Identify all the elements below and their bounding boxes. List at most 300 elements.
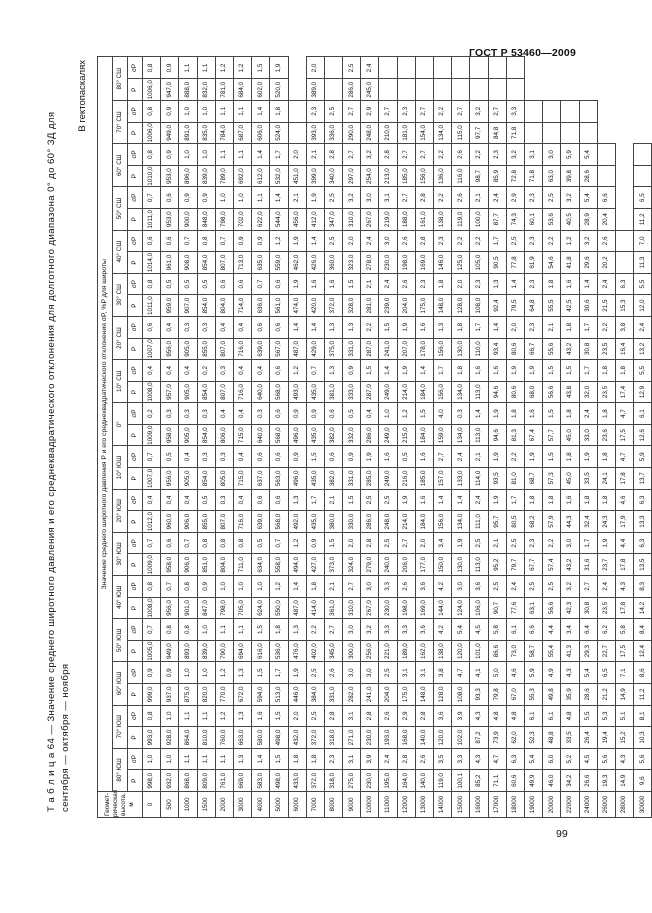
value-cell: 71,8 (524, 165, 542, 187)
value-cell: 806,0 (215, 424, 233, 446)
value-cell: 3,2 (470, 101, 488, 123)
value-cell: 1,8 (452, 360, 470, 382)
value-cell: 0,6 (270, 403, 288, 425)
value-cell: 20,4 (597, 208, 615, 230)
value-cell: 639,0 (252, 511, 270, 533)
value-cell: 0,9 (233, 230, 251, 252)
value-cell: 0,3 (197, 446, 215, 468)
value-cell: 810,0 (197, 727, 215, 749)
value-cell: 0,9 (143, 662, 161, 684)
value-cell: 318,0 (324, 770, 342, 792)
value-cell: 0,9 (197, 576, 215, 598)
value-cell: 157,0 (434, 468, 452, 490)
height-cell: 16000 (470, 792, 488, 818)
value-cell: 184,0 (415, 511, 433, 533)
value-cell: 5,5 (579, 705, 597, 727)
value-cell: 30,6 (579, 295, 597, 317)
value-cell: 41,8 (561, 252, 579, 274)
value-cell: 0,5 (197, 489, 215, 511)
value-cell: 28,9 (579, 208, 597, 230)
value-cell: 0,6 (233, 273, 251, 295)
value-cell: 108,0 (452, 684, 470, 706)
value-cell: 901,0 (179, 597, 197, 619)
latitude-header: 30° СШ (113, 273, 128, 316)
value-cell: 906,0 (179, 511, 197, 533)
value-cell: 1,8 (452, 316, 470, 338)
value-cell: 0,8 (143, 57, 161, 79)
value-cell: 1,0 (197, 144, 215, 166)
value-cell: 5,6 (634, 748, 652, 770)
value-cell: 0,8 (179, 576, 197, 598)
value-cell: 3,3 (506, 101, 524, 123)
value-cell: 1,8 (597, 360, 615, 382)
value-cell: 1,4 (270, 187, 288, 209)
height-cell: 9000 (343, 792, 361, 818)
value-cell: 2,3 (470, 273, 488, 295)
value-cell: 2,4 (506, 576, 524, 598)
value-cell: 6,3 (634, 532, 652, 554)
value-cell: 900,0 (179, 208, 197, 230)
value-cell: 71,1 (488, 770, 506, 792)
value-cell: 215,0 (397, 424, 415, 446)
value-cell: 953,0 (161, 165, 179, 187)
value-cell: 474,0 (288, 295, 306, 317)
value-cell: 839,0 (197, 165, 215, 187)
value-cell: 1,6 (415, 489, 433, 511)
value-cell: 148,0 (415, 684, 433, 706)
value-cell (288, 101, 306, 123)
table-row (379, 57, 397, 818)
value-cell: 248,0 (361, 122, 379, 144)
value-cell: 181,0 (397, 122, 415, 144)
value-cell: 1,0 (197, 619, 215, 641)
value-cell: 961,0 (161, 252, 179, 274)
pressure-subheader: P (128, 122, 143, 144)
value-cell: 0,8 (143, 144, 161, 166)
value-cell: 230,0 (361, 727, 379, 749)
value-cell: 389,0 (306, 79, 324, 101)
value-cell: 0,2 (197, 360, 215, 382)
value-cell: 3,1 (343, 705, 361, 727)
value-cell: 156,0 (434, 381, 452, 403)
value-cell: 130,0 (452, 554, 470, 576)
value-cell: 5,0 (488, 662, 506, 684)
value-cell: 487,0 (288, 338, 306, 360)
table-row (470, 57, 488, 818)
value-cell: 583,0 (252, 770, 270, 792)
latitude-header: 80° ЮШ (113, 748, 128, 791)
value-cell: 1,1 (215, 748, 233, 770)
value-cell: 2,2 (452, 230, 470, 252)
value-cell: 10,3 (634, 727, 652, 749)
value-cell (397, 57, 415, 79)
value-cell: 2,1 (324, 576, 342, 598)
value-cell (597, 165, 615, 187)
value-cell: 716,0 (233, 338, 251, 360)
value-cell: 5,4 (579, 187, 597, 209)
value-cell: 476,0 (288, 640, 306, 662)
value-cell: 888,0 (179, 79, 197, 101)
value-cell: 2,7 (343, 144, 361, 166)
value-cell: 164,0 (397, 770, 415, 792)
value-cell: 798,0 (215, 597, 233, 619)
value-cell: 1,5 (543, 403, 561, 425)
value-cell: 360,0 (324, 252, 342, 274)
value-cell: 0,4 (361, 403, 379, 425)
value-cell: 0,3 (161, 403, 179, 425)
value-cell: 532,0 (270, 165, 288, 187)
value-cell: 6,3 (615, 273, 633, 295)
value-cell: 23,5 (597, 381, 615, 403)
value-cell: 94,6 (488, 424, 506, 446)
value-cell: 3,3 (452, 748, 470, 770)
value-cell: 854,0 (197, 252, 215, 274)
value-cell: 1,4 (252, 144, 270, 166)
value-cell: 1,8 (506, 403, 524, 425)
value-cell: 568,0 (270, 424, 288, 446)
value-cell: 2,2 (361, 316, 379, 338)
value-cell (634, 144, 652, 166)
value-cell: 1,7 (270, 662, 288, 684)
height-cell: 14000 (434, 792, 452, 818)
value-cell: 230,0 (379, 252, 397, 274)
value-cell: 0,6 (161, 187, 179, 209)
value-cell: 43,2 (561, 338, 579, 360)
value-cell: 1,1 (197, 705, 215, 727)
height-cell: 12000 (397, 792, 415, 818)
value-cell: 414,0 (306, 597, 324, 619)
pressure-subheader: P (128, 252, 143, 274)
value-cell: 24,1 (597, 468, 615, 490)
table-row (452, 57, 470, 818)
value-cell: 330,0 (343, 511, 361, 533)
value-cell: 0,6 (270, 273, 288, 295)
value-cell: 606,0 (252, 122, 270, 144)
value-cell: 1008,0 (143, 381, 161, 403)
value-cell: 2,5 (543, 187, 561, 209)
latitude-header: 30° ЮШ (113, 532, 128, 575)
table-row (143, 57, 161, 818)
value-cell: 1,4 (434, 489, 452, 511)
pressure-table (97, 56, 652, 818)
value-cell: 195,0 (379, 770, 397, 792)
value-cell: 435,0 (306, 511, 324, 533)
value-cell: 1006,0 (143, 79, 161, 101)
value-cell: 958,0 (161, 424, 179, 446)
value-cell: 2,1 (288, 187, 306, 209)
value-cell: 451,0 (288, 165, 306, 187)
value-cell (543, 101, 561, 123)
value-cell: 2,7 (415, 101, 433, 123)
value-cell: 79,8 (488, 684, 506, 706)
value-cell: 134,0 (452, 424, 470, 446)
value-cell: 1,1 (179, 705, 197, 727)
value-cell: 1,2 (233, 57, 251, 79)
value-cell: 9,6 (634, 770, 652, 792)
value-cell: 93,5 (488, 468, 506, 490)
value-cell: 2,7 (415, 144, 433, 166)
value-cell: 672,0 (233, 684, 251, 706)
value-cell: 3,0 (361, 662, 379, 684)
value-cell: 3,0 (343, 662, 361, 684)
value-cell: 0,8 (197, 230, 215, 252)
value-cell: 188,0 (397, 208, 415, 230)
value-cell: 1,2 (270, 576, 288, 598)
value-cell: 770,0 (215, 684, 233, 706)
value-cell: 807,0 (215, 252, 233, 274)
value-cell: 0,6 (252, 489, 270, 511)
value-cell: 0,8 (233, 532, 251, 554)
value-cell (524, 101, 542, 123)
value-cell: 204,0 (397, 295, 415, 317)
value-cell: 1,4 (379, 360, 397, 382)
value-cell: 245,0 (361, 79, 379, 101)
value-cell: 1,8 (615, 360, 633, 382)
value-cell: 4,7 (488, 748, 506, 770)
value-cell: 3,2 (561, 187, 579, 209)
value-cell: 669,0 (233, 770, 251, 792)
value-cell: 156,0 (415, 165, 433, 187)
value-cell: 0,9 (161, 57, 179, 79)
sigma-subheader: σP (128, 705, 143, 727)
value-cell: 1,1 (215, 144, 233, 166)
value-cell: 323,0 (343, 252, 361, 274)
height-cell: 6000 (288, 792, 306, 818)
value-cell: 19,4 (597, 727, 615, 749)
value-cell: 5,4 (524, 748, 542, 770)
value-cell: 216,0 (397, 468, 415, 490)
value-cell: 100,1 (452, 770, 470, 792)
value-cell: 0,7 (179, 230, 197, 252)
value-cell: 0,4 (215, 403, 233, 425)
table-row (233, 57, 251, 818)
value-cell: 275,0 (343, 770, 361, 792)
value-cell: 0,4 (179, 360, 197, 382)
value-cell: 169,0 (415, 252, 433, 274)
value-cell: 23,5 (597, 338, 615, 360)
value-cell (561, 122, 579, 144)
value-cell: 332,0 (343, 424, 361, 446)
value-cell: 333,0 (343, 381, 361, 403)
value-cell (470, 57, 488, 79)
value-cell: 26,6 (579, 770, 597, 792)
value-cell: 402,0 (306, 640, 324, 662)
value-cell: 375,0 (324, 338, 342, 360)
value-cell: 138,0 (434, 208, 452, 230)
value-cell: 0,6 (252, 316, 270, 338)
value-cell: 639,0 (252, 338, 270, 360)
value-cell: 0,6 (161, 230, 179, 252)
value-cell: 95,2 (488, 554, 506, 576)
value-cell: 17,8 (615, 597, 633, 619)
value-cell: 2,2 (543, 230, 561, 252)
value-cell: 2,0 (506, 316, 524, 338)
value-cell: 1,5 (543, 360, 561, 382)
value-cell: 2,3 (415, 273, 433, 295)
value-cell: 1,2 (561, 230, 579, 252)
value-cell: 15,2 (615, 727, 633, 749)
value-cell: 956,0 (161, 468, 179, 490)
value-cell: 39,8 (561, 165, 579, 187)
value-cell: 1,4 (579, 273, 597, 295)
value-cell: 156,0 (434, 511, 452, 533)
value-cell: 0,7 (306, 360, 324, 382)
value-cell: 21,2 (597, 684, 615, 706)
value-cell: 198,0 (397, 252, 415, 274)
value-cell: 3,9 (452, 705, 470, 727)
value-cell: 1,0 (179, 662, 197, 684)
value-cell: 399,0 (306, 165, 324, 187)
value-cell: 249,0 (379, 381, 397, 403)
value-cell: 0,4 (233, 403, 251, 425)
value-cell: 14,9 (615, 770, 633, 792)
value-cell: 0,7 (215, 230, 233, 252)
value-cell: 1,2 (288, 360, 306, 382)
value-cell: 249,0 (379, 468, 397, 490)
value-cell: 0,9 (161, 144, 179, 166)
value-cell: 0,9 (343, 446, 361, 468)
value-cell: 30,8 (579, 597, 597, 619)
value-cell (579, 122, 597, 144)
value-cell: 0,5 (197, 273, 215, 295)
value-cell: 2,9 (397, 705, 415, 727)
value-cell (579, 101, 597, 123)
value-cell: 67,0 (506, 684, 524, 706)
value-cell: 0,6 (324, 446, 342, 468)
value-cell: 48,8 (543, 727, 561, 749)
value-cell: 2,6 (452, 187, 470, 209)
value-cell: 1,7 (306, 489, 324, 511)
value-cell: 114,0 (470, 468, 488, 490)
value-cell: 310,0 (343, 208, 361, 230)
value-cell: 213,0 (379, 165, 397, 187)
value-cell: 2,7 (379, 101, 397, 123)
value-cell: 239,0 (379, 295, 397, 317)
value-cell: 0,3 (179, 403, 197, 425)
value-cell: 2,4 (452, 446, 470, 468)
value-cell: 49,9 (524, 770, 542, 792)
value-cell: 287,0 (361, 338, 379, 360)
value-cell: 2,4 (361, 230, 379, 252)
value-cell: 999,0 (143, 684, 161, 706)
value-cell: 1,6 (415, 316, 433, 338)
value-cell: 715,0 (233, 468, 251, 490)
value-cell: 1,0 (233, 187, 251, 209)
value-cell: 85,9 (488, 165, 506, 187)
value-cell: 2,6 (397, 273, 415, 295)
value-cell: 487,0 (288, 597, 306, 619)
value-cell: 456,0 (288, 208, 306, 230)
value-cell: 1,8 (543, 273, 561, 295)
value-cell: 162,0 (415, 640, 433, 662)
value-cell: 68,0 (524, 381, 542, 403)
value-cell: 1,1 (197, 57, 215, 79)
value-cell: 2,7 (397, 187, 415, 209)
value-cell: 168,0 (397, 727, 415, 749)
value-cell: 2,1 (306, 144, 324, 166)
value-cell: 393,0 (306, 122, 324, 144)
value-cell: 271,0 (343, 727, 361, 749)
value-cell: 102,0 (452, 727, 470, 749)
value-cell: 1011,0 (143, 295, 161, 317)
value-cell: 0,3 (215, 446, 233, 468)
value-cell: 4,3 (615, 576, 633, 598)
value-cell: 0,5 (252, 532, 270, 554)
value-cell: 1,0 (233, 576, 251, 598)
value-cell: 46,0 (543, 770, 561, 792)
value-cell: 219,0 (379, 208, 397, 230)
value-cell: 62,0 (506, 727, 524, 749)
value-cell: 15,3 (615, 295, 633, 317)
table-row (361, 57, 379, 818)
value-cell: 6,3 (506, 748, 524, 770)
value-cell: 905,0 (179, 424, 197, 446)
value-cell: 128,0 (452, 295, 470, 317)
value-cell: 1,0 (197, 101, 215, 123)
value-cell: 8,6 (634, 662, 652, 684)
value-cell: 134,0 (434, 122, 452, 144)
sigma-subheader: σP (128, 230, 143, 252)
value-cell (452, 79, 470, 101)
height-cell: 26000 (597, 792, 615, 818)
value-cell: 498,0 (270, 727, 288, 749)
value-cell: 93,4 (488, 338, 506, 360)
value-cell: 207,0 (397, 338, 415, 360)
value-cell: 928,0 (161, 727, 179, 749)
value-cell: 848,0 (197, 208, 215, 230)
sigma-subheader: σP (128, 57, 143, 79)
table-row (270, 57, 288, 818)
value-cell: 177,0 (415, 554, 433, 576)
value-cell: 67,7 (524, 554, 542, 576)
latitude-header: 50° СШ (113, 187, 128, 230)
value-cell (634, 165, 652, 187)
value-cell: 1,9 (288, 662, 306, 684)
latitude-header: 60° ЮШ (113, 662, 128, 705)
pressure-subheader: P (128, 727, 143, 749)
value-cell: 905,0 (179, 381, 197, 403)
value-cell: 0,5 (179, 273, 197, 295)
value-cell: 3,1 (379, 187, 397, 209)
latitude-header: 40° СШ (113, 230, 128, 273)
value-cell: 3,2 (343, 187, 361, 209)
value-cell: 3,2 (561, 576, 579, 598)
value-cell: 2,4 (379, 273, 397, 295)
value-cell: 1,2 (397, 403, 415, 425)
value-cell: 957,0 (161, 381, 179, 403)
value-cell: 120,0 (452, 640, 470, 662)
value-cell: 2,1 (361, 273, 379, 295)
value-cell: 21,5 (597, 295, 615, 317)
value-cell: 0,9 (161, 101, 179, 123)
value-cell: 6,3 (634, 489, 652, 511)
height-cell: 4000 (252, 792, 270, 818)
value-cell: 331,0 (324, 684, 342, 706)
pressure-subheader: P (128, 468, 143, 490)
value-cell: 536,0 (270, 640, 288, 662)
value-cell: 72,8 (506, 165, 524, 187)
value-cell: 17,8 (615, 468, 633, 490)
value-cell: 29,3 (579, 640, 597, 662)
value-cell: 12,6 (634, 424, 652, 446)
value-cell: 64,8 (524, 295, 542, 317)
value-cell: 17,4 (615, 381, 633, 403)
value-cell: 1,0 (379, 403, 397, 425)
value-cell: 3,3 (379, 576, 397, 598)
value-cell: 53,6 (543, 208, 561, 230)
value-cell: 1,9 (288, 230, 306, 252)
value-cell (561, 101, 579, 123)
